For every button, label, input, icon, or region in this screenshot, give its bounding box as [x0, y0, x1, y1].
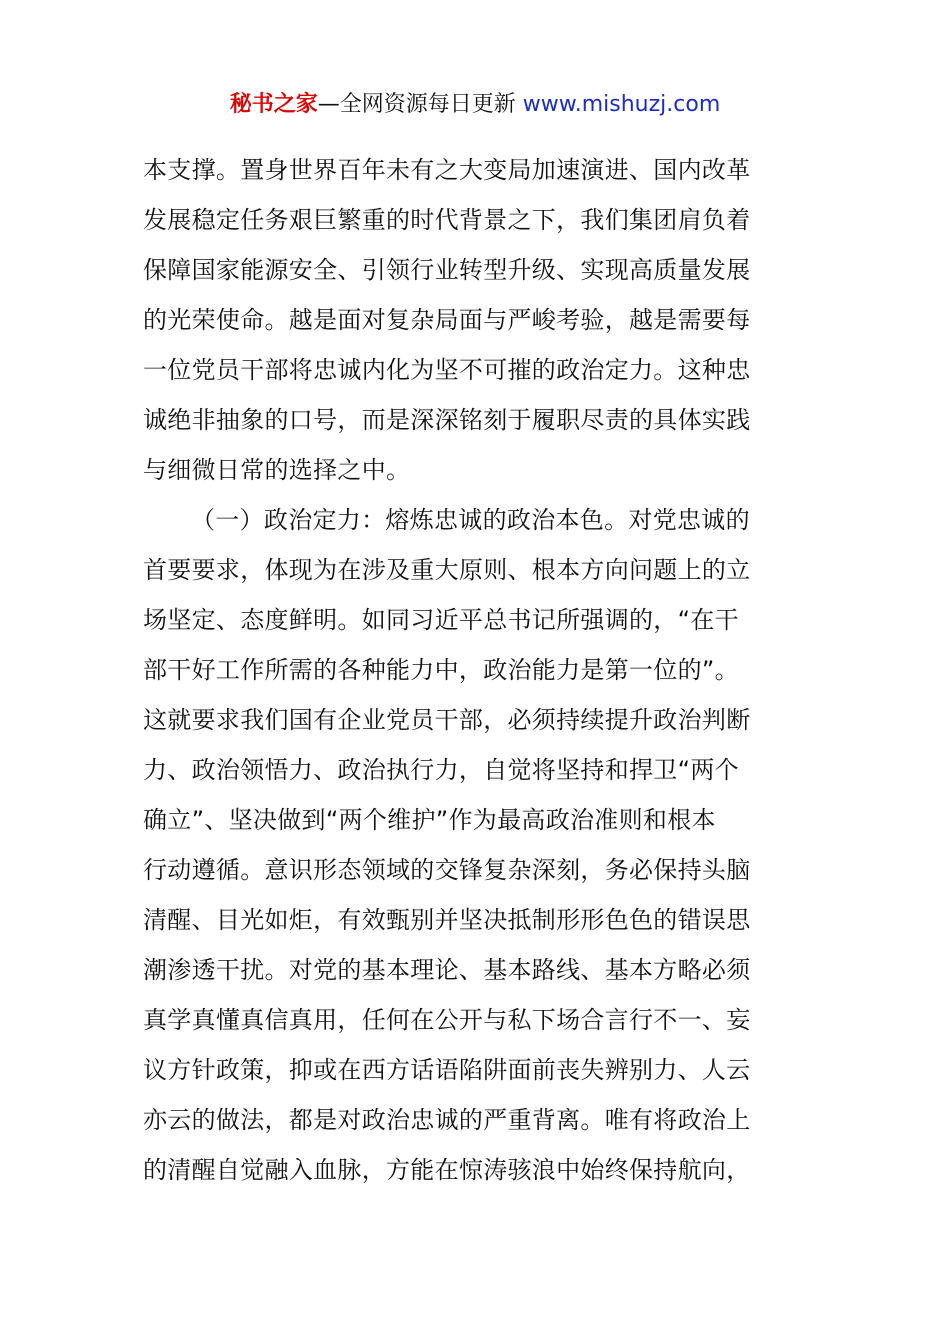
text-line: 真学真懂真信真用，任何在公开与私下场合言行不一、妄	[143, 1006, 751, 1034]
text-line: 清醒、目光如炬，有效甄别并坚决抵制形形色色的错误思	[143, 906, 751, 934]
text-line: 发展稳定任务艰巨繁重的时代背景之下，我们集团肩负着	[143, 206, 751, 234]
text-line: 诚绝非抽象的口号，而是深深铭刻于履职尽责的具体实践	[143, 406, 751, 434]
brand-name: 秘书之家	[229, 92, 318, 117]
text-line: 议方针政策，抑或在西方话语陷阱面前丧失辨别力、人云	[143, 1056, 751, 1084]
text-line: 与细微日常的选择之中。	[143, 456, 411, 484]
text-line: 这就要求我们国有企业党员干部，必须持续提升政治判断	[143, 706, 751, 734]
text-line: 力、政治领悟力、政治执行力，自觉将坚持和捍卫“两个	[143, 756, 739, 784]
section-heading-line: （一）政治定力：熔炼忠诚的政治本色。对党忠诚的	[191, 506, 750, 534]
text-line: 潮渗透干扰。对党的基本理论、基本路线、基本方略必须	[143, 956, 751, 984]
text-line: 首要要求，体现为在涉及重大原则、根本方向问题上的立	[143, 556, 751, 584]
text-line: 本支撑。置身世界百年未有之大变局加速演进、国内改革	[143, 156, 751, 184]
text-line: 确立”、坚决做到“两个维护”作为最高政治准则和根本	[143, 806, 716, 834]
text-line: 一位党员干部将忠诚内化为坚不可摧的政治定力。这种忠	[143, 356, 751, 384]
text-line: 场坚定、态度鲜明。如同习近平总书记所强调的，“在干	[143, 606, 739, 634]
text-line: 行动遵循。意识形态领域的交锋复杂深刻，务必保持头脑	[143, 856, 751, 884]
header-tagline: —全网资源每日更新	[317, 92, 523, 117]
page-header	[0, 88, 950, 122]
text-line: 保障国家能源安全、引领行业转型升级、实现高质量发展	[143, 256, 751, 284]
text-line: 亦云的做法，都是对政治忠诚的严重背离。唯有将政治上	[143, 1106, 751, 1134]
document-body	[143, 145, 807, 1195]
text-line: 的光荣使命。越是面对复杂局面与严峻考验，越是需要每	[143, 306, 751, 334]
site-url[interactable]: www.mishuzj.com	[522, 92, 721, 117]
text-line: 的清醒自觉融入血脉，方能在惊涛骇浪中始终保持航向，	[143, 1156, 751, 1184]
text-line: 部干好工作所需的各种能力中，政治能力是第一位的”。	[143, 656, 739, 684]
